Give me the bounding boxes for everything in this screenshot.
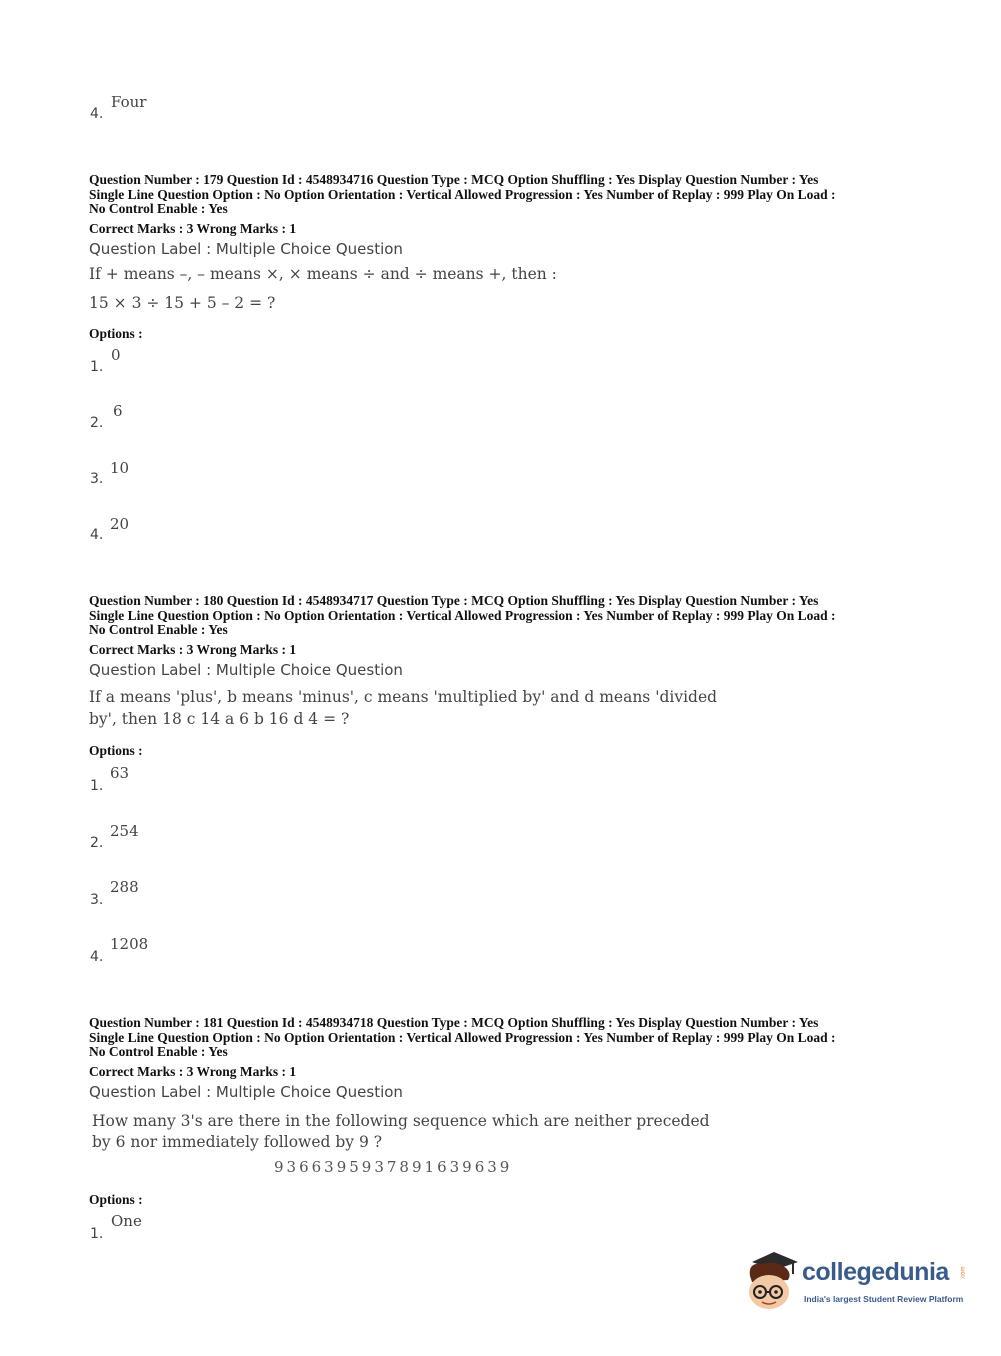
question-label: Question Label : Multiple Choice Question: [89, 240, 403, 258]
options-heading: Options :: [89, 1192, 143, 1207]
option-number: 1.: [90, 778, 104, 794]
marks-line: Correct Marks : 3 Wrong Marks : 1: [89, 221, 297, 236]
question-text-line-2: by 6 nor immediately followed by 9 ?: [92, 1133, 383, 1151]
marks-line: Correct Marks : 3 Wrong Marks : 1: [89, 1064, 297, 1079]
option-value: One: [111, 1212, 142, 1230]
option-number: 1.: [90, 1226, 104, 1242]
logo-suffix: .com: [960, 1266, 967, 1280]
option-value: 0: [111, 346, 121, 364]
logo-wordmark: collegedunia: [802, 1258, 949, 1286]
option-value: 288: [110, 878, 139, 896]
option-value: 1208: [110, 935, 149, 953]
collegedunia-logo: [742, 1248, 972, 1318]
option-value: Four: [111, 93, 147, 111]
option-value: 63: [110, 764, 130, 782]
question-meta: Question Number : 180 Question Id : 4548934717 Question Type : MCQ Option Shuffling : Yes Display Question Number : Yes Single Line Question Option : No Option Orientation : Vertical Allowed Progression : Yes Number of Replay : 999 Play On Load : No Control Enable : Yes: [89, 593, 836, 637]
question-meta: Question Number : 179 Question Id : 4548934716 Question Type : MCQ Option Shuffling : Yes Display Question Number : Yes Single Line Question Option : No Option Orientation : Vertical Allowed Progression : Yes Number of Replay : 999 Play On Load : No Control Enable : Yes: [89, 172, 836, 216]
option-value: 6: [113, 402, 123, 420]
option-number: 3.: [90, 471, 104, 487]
option-number: 1.: [90, 359, 104, 375]
option-value: 254: [110, 822, 139, 840]
option-number: 4.: [90, 106, 104, 122]
marks-line: Correct Marks : 3 Wrong Marks : 1: [89, 642, 297, 657]
option-value: 20: [110, 515, 130, 533]
number-sequence: 9366395937891639639: [274, 1158, 513, 1176]
option-number: 3.: [90, 892, 104, 908]
option-value: 10: [110, 459, 130, 477]
question-text-line-2: 15 × 3 ÷ 15 + 5 – 2 = ?: [89, 294, 276, 312]
question-text-line-1: How many 3's are there in the following sequence which are neither preceded: [92, 1112, 710, 1130]
options-heading: Options :: [89, 326, 143, 341]
mascot-icon: [742, 1248, 804, 1312]
option-number: 4.: [90, 527, 104, 543]
question-text-line-1: If + means –, – means ×, × means ÷ and ÷ means +, then :: [89, 265, 557, 283]
logo-tagline: India's largest Student Review Platform: [804, 1294, 964, 1304]
option-number: 2.: [90, 835, 104, 851]
options-heading: Options :: [89, 743, 143, 758]
option-number: 4.: [90, 949, 104, 965]
question-label: Question Label : Multiple Choice Question: [89, 661, 403, 679]
question-text-line-1: If a means 'plus', b means 'minus', c means 'multiplied by' and d means 'divided: [89, 688, 718, 706]
question-meta: Question Number : 181 Question Id : 4548934718 Question Type : MCQ Option Shuffling : Yes Display Question Number : Yes Single Line Question Option : No Option Orientation : Vertical Allowed Progression : Yes Number of Replay : 999 Play On Load : No Control Enable : Yes: [89, 1015, 836, 1059]
question-label: Question Label : Multiple Choice Question: [89, 1083, 403, 1101]
question-text-line-2: by', then 18 c 14 a 6 b 16 d 4 = ?: [89, 710, 350, 728]
option-number: 2.: [90, 415, 104, 431]
